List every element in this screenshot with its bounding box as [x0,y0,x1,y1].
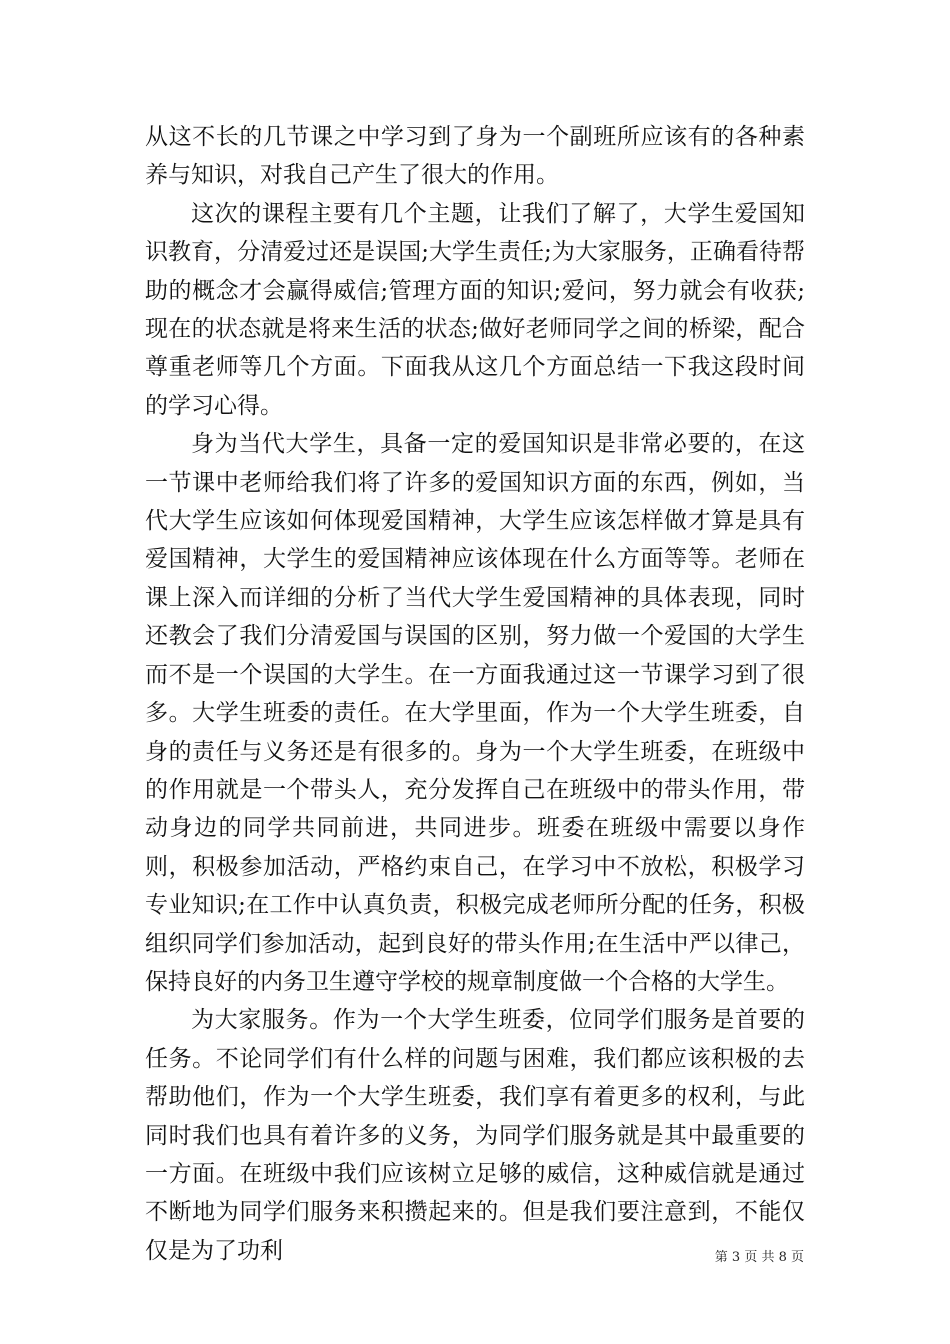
paragraph-4: 为大家服务。作为一个大学生班委，位同学们服务是首要的任务。不论同学们有什么样的问题与困难，我们都应该积极的去帮助他们，作为一个大学生班委，我们享有着更多的权利，与此同时我们也具有着许多的义务，为同学们服务就是其中最重要的一方面。在班级中我们应该树立足够的威信，这种威信就是通过不断地为同学们服务来积攒起来的。但是我们要注意到，不能仅仅是为了功利 [145,1007,805,1264]
body-text [145,118,805,1270]
paragraph-1: 从这不长的几节课之中学习到了身为一个副班所应该有的各种素养与知识，对我自己产生了很大的作用。 [145,124,805,189]
paragraph-3: 身为当代大学生，具备一定的爱国知识是非常必要的，在这一节课中老师给我们将了许多的爱国知识方面的东西，例如，当代大学生应该如何体现爱国精神，大学生应该怎样做才算是具有爱国精神，大学生的爱国精神应该体现在什么方面等等。老师在课上深入而详细的分析了当代大学生爱国精神的具体表现，同时还教会了我们分清爱国与误国的区别，努力做一个爱国的大学生而不是一个误国的大学生。在一方面我通过这一节课学习到了很多。大学生班委的责任。在大学里面，作为一个大学生班委，自身的责任与义务还是有很多的。身为一个大学生班委，在班级中的作用就是一个带头人，充分发挥自己在班级中的带头作用，带动身边的同学共同前进，共同进步。班委在班级中需要以身作则，积极参加活动，严格约束自己，在学习中不放松，积极学习专业知识;在工作中认真负责，积极完成老师所分配的任务，积极组织同学们参加活动，起到良好的带头作用;在生活中严以律己，保持良好的内务卫生遵守学校的规章制度做一个合格的大学生。 [145,431,805,995]
page-number: 第 3 页 共 8 页 [714,1250,804,1265]
paragraph-2: 这次的课程主要有几个主题，让我们了解了，大学生爱国知识教育，分清爱过还是误国;大学生责任;为大家服务，正确看待帮助的概念才会赢得威信;管理方面的知识;爱问，努力就会有收获;现在的状态就是将来生活的状态;做好老师同学之间的桥梁，配合尊重老师等几个方面。下面我从这几个方面总结一下我这段时间的学习心得。 [145,200,805,419]
